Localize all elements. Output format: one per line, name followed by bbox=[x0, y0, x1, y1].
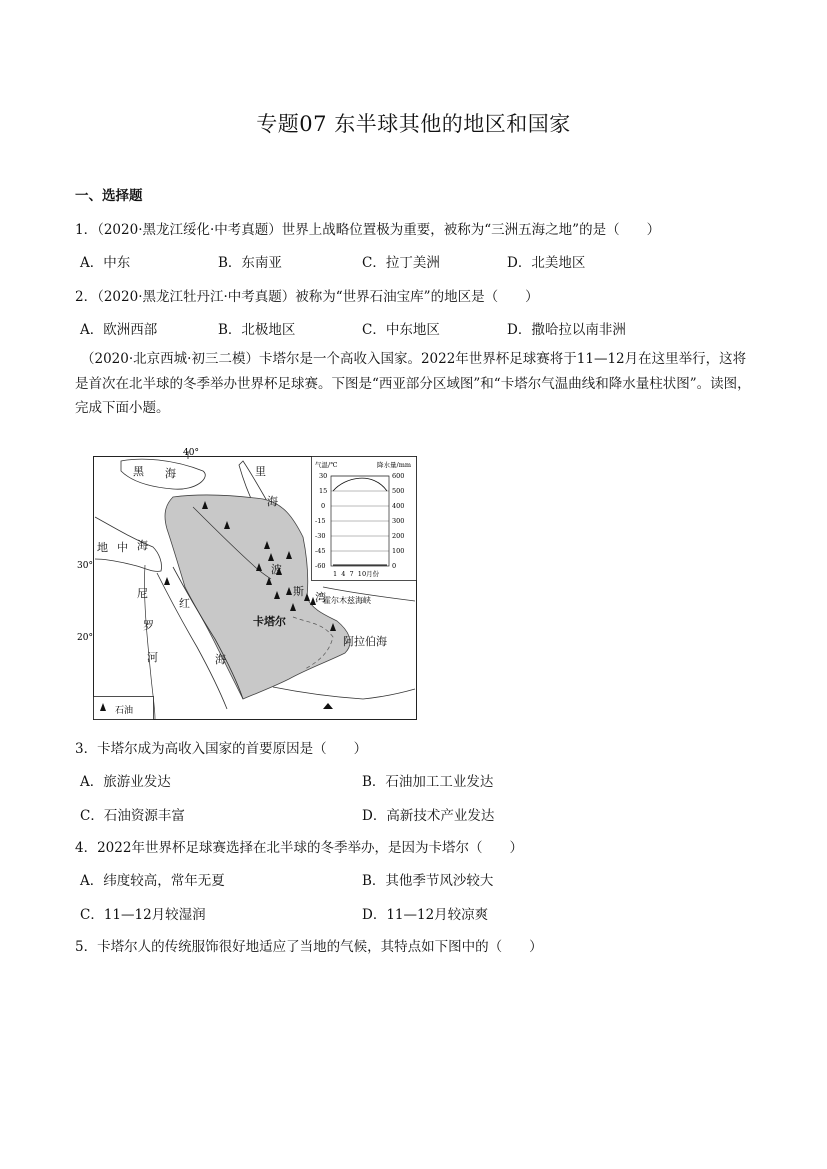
q2-option-c[interactable]: C．中东地区 bbox=[362, 322, 440, 338]
precip-tick-1: 500 bbox=[392, 487, 405, 495]
temp-tick-2: 0 bbox=[321, 502, 326, 510]
map-label-black1: 黑 bbox=[133, 465, 144, 478]
question-1-stem: 1．（2020·黑龙江绥化·中考真题）世界上战略位置极为重要，被称为“三洲五海之地”的是（ ） bbox=[75, 222, 661, 238]
temp-tick-6: -60 bbox=[315, 562, 326, 570]
q2-option-b[interactable]: B．北极地区 bbox=[218, 322, 296, 338]
q3-option-a[interactable]: A．旅游业发达 bbox=[80, 774, 171, 790]
precip-tick-0: 600 bbox=[392, 472, 405, 480]
west-asia-map bbox=[77, 447, 418, 720]
question-4-stem: 4．2022年世界杯足球赛选择在北半球的冬季举办，是因为卡塔尔（ ） bbox=[75, 840, 523, 856]
q3-option-b[interactable]: B．石油加工工业发达 bbox=[362, 774, 494, 790]
map-label-nile2: 罗 bbox=[143, 619, 154, 632]
precip-tick-2: 400 bbox=[392, 502, 405, 510]
map-label-med3: 海 bbox=[137, 539, 148, 552]
map-label-nile3: 河 bbox=[147, 651, 158, 664]
map-label-red2: 海 bbox=[215, 653, 226, 666]
precip-tick-6: 0 bbox=[392, 562, 397, 570]
question-5-stem: 5．卡塔尔人的传统服饰很好地适应了当地的气候，其特点如下图中的（ ） bbox=[75, 939, 543, 955]
map-lon-label: 40° bbox=[183, 448, 199, 458]
map-label-qatar: 卡塔尔 bbox=[253, 615, 286, 628]
q4-option-b[interactable]: B．其他季节风沙较大 bbox=[362, 873, 494, 889]
question-2-stem: 2．（2020·黑龙江牡丹江·中考真题）被称为“世界石油宝库”的地区是（ ） bbox=[75, 289, 539, 305]
map-label-nile1: 尼 bbox=[137, 587, 148, 600]
map-lat-20: 20° bbox=[77, 633, 93, 643]
precip-tick-5: 100 bbox=[392, 547, 405, 555]
climate-precip-label: 降水量/mm bbox=[377, 461, 412, 469]
section-heading: 一、选择题 bbox=[75, 188, 143, 204]
q4-option-a[interactable]: A．纬度较高，常年无夏 bbox=[80, 873, 225, 889]
q3-option-c[interactable]: C．石油资源丰富 bbox=[80, 808, 185, 824]
map-label-hormuz: 霍尔木兹海峡 bbox=[323, 596, 371, 605]
passage-text: （2020·北京西城·初三二模）卡塔尔是一个高收入国家。2022年世界杯足球赛将于11—12月在这里举行，这将是首次在北半球的冬季举办世界杯足球赛。下图是“西亚部分区域图”和“卡塔尔气温曲线和降水量柱状图”。读图，完成下面小题。 bbox=[75, 351, 751, 416]
map-label-gulf3: 湾 bbox=[315, 591, 326, 604]
q4-option-d[interactable]: D．11—12月较凉爽 bbox=[362, 907, 489, 923]
map-label-gulf1: 波 bbox=[271, 563, 282, 576]
climate-temp-label: 气温/℃ bbox=[315, 461, 338, 469]
map-label-med2: 中 bbox=[117, 541, 128, 554]
q1-option-a[interactable]: A．中东 bbox=[80, 255, 131, 271]
temp-tick-3: -15 bbox=[315, 517, 326, 525]
temp-tick-1: 15 bbox=[319, 487, 328, 495]
q1-option-b[interactable]: B．东南亚 bbox=[218, 255, 282, 271]
q2-option-d[interactable]: D．撒哈拉以南非洲 bbox=[507, 322, 626, 338]
q1-option-c[interactable]: C．拉丁美洲 bbox=[362, 255, 440, 271]
page-title: 专题07 东半球其他的地区和国家 bbox=[256, 112, 571, 136]
q2-option-a[interactable]: A．欧洲西部 bbox=[80, 322, 158, 338]
map-label-gulf2: 斯 bbox=[293, 585, 304, 598]
precip-tick-3: 300 bbox=[392, 517, 405, 525]
q3-option-d[interactable]: D．高新技术产业发达 bbox=[362, 808, 495, 824]
map-label-black2: 海 bbox=[165, 467, 176, 480]
question-3-stem: 3．卡塔尔成为高收入国家的首要原因是（ ） bbox=[75, 741, 368, 757]
temp-tick-0: 30 bbox=[319, 472, 328, 480]
map-label-arabian: 阿拉伯海 bbox=[343, 635, 387, 648]
precip-tick-4: 200 bbox=[392, 532, 405, 540]
climate-months-label: 1 4 7 10月份 bbox=[333, 570, 380, 578]
map-label-caspian1: 里 bbox=[255, 465, 266, 478]
temp-tick-5: -45 bbox=[315, 547, 326, 555]
q4-option-c[interactable]: C．11—12月较湿润 bbox=[80, 907, 206, 923]
q1-option-d[interactable]: D．北美地区 bbox=[507, 255, 586, 271]
map-lat-30: 30° bbox=[77, 561, 93, 571]
temp-tick-4: -30 bbox=[315, 532, 326, 540]
map-label-med1: 地 bbox=[97, 541, 108, 554]
map-label-caspian2: 海 bbox=[267, 495, 278, 508]
map-legend-oil: 石油 bbox=[115, 706, 134, 716]
map-label-red1: 红 bbox=[179, 597, 190, 610]
